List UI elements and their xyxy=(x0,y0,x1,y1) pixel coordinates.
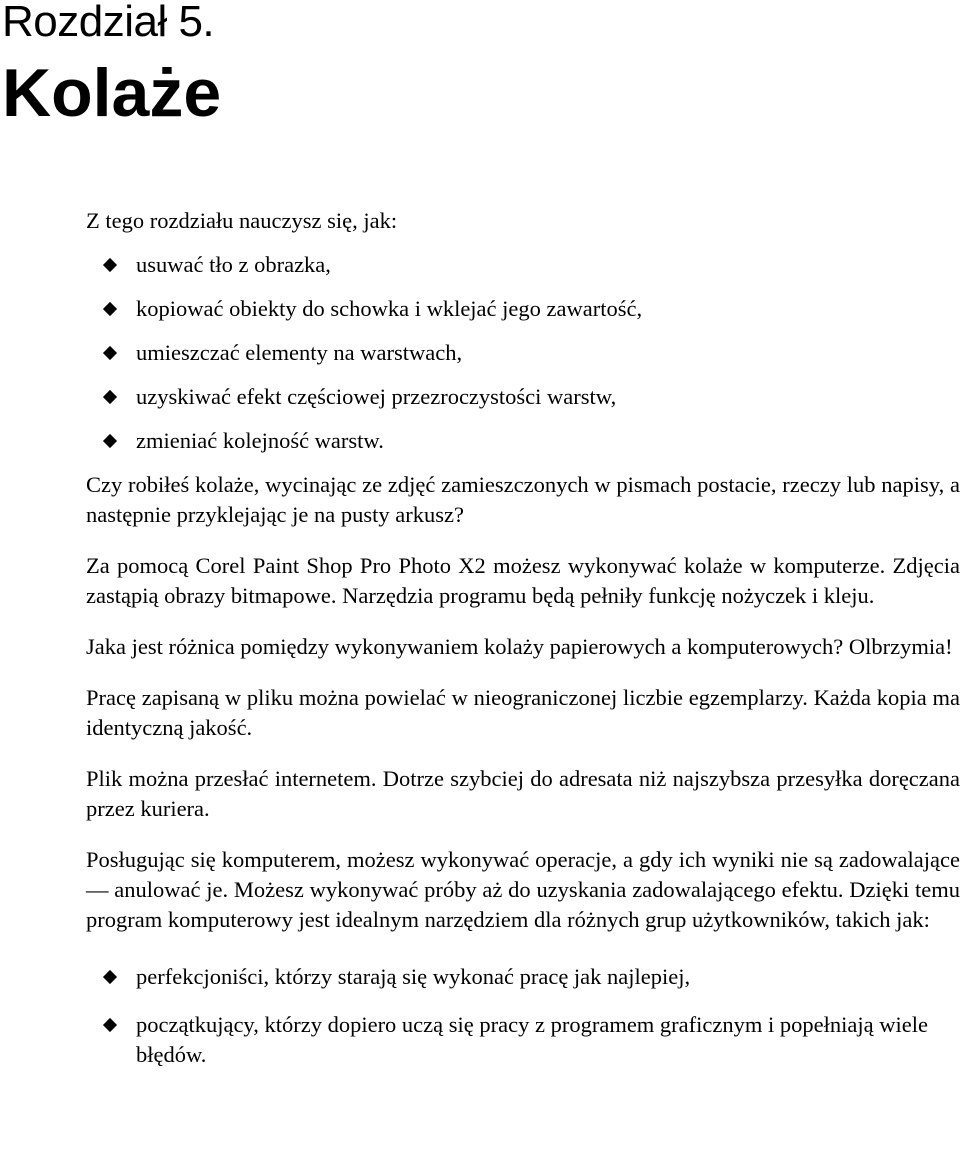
list-item xyxy=(86,1010,960,1070)
list-item xyxy=(86,338,960,368)
chapter-body xyxy=(86,206,960,1088)
paragraph: Plik można przesłać internetem. Dotrze szybciej do adresata niż najszybsza przesyłka doręczana przez kuriera. xyxy=(86,766,960,821)
paragraph: Jaka jest różnica pomiędzy wykonywaniem kolaży papierowych a komputerowych? Olbrzymia! xyxy=(86,634,953,659)
list-item xyxy=(86,294,960,324)
diamond-bullet-icon xyxy=(103,1018,117,1032)
paragraph: Czy robiłeś kolaże, wycinając ze zdjęć zamieszczonych w pismach postacie, rzeczy lub napisy, a następnie przyklejając je na pusty arkusz? xyxy=(86,472,960,527)
diamond-bullet-icon xyxy=(103,434,117,448)
objectives-intro: Z tego rozdziału nauczysz się, jak: xyxy=(86,208,398,233)
objective-text: kopiować obiekty do schowka i wklejać jego zawartość, xyxy=(136,296,643,321)
diamond-bullet-icon xyxy=(103,970,117,984)
list-item xyxy=(86,250,960,280)
user-groups-list xyxy=(86,962,960,1070)
paragraph: Pracę zapisaną w pliku można powielać w nieograniczonej liczbie egzemplarzy. Każda kopia ma identyczną jakość. xyxy=(86,685,960,740)
objective-text: usuwać tło z obrazka, xyxy=(136,252,331,277)
objectives-list xyxy=(86,250,960,456)
diamond-bullet-icon xyxy=(103,390,117,404)
user-group-text: perfekcjoniści, którzy starają się wykonać pracę jak najlepiej, xyxy=(136,964,691,989)
objective-text: umieszczać elementy na warstwach, xyxy=(136,340,463,365)
diamond-bullet-icon xyxy=(103,302,117,316)
diamond-bullet-icon xyxy=(103,346,117,360)
list-item xyxy=(86,382,960,412)
paragraph: Posługując się komputerem, możesz wykonywać operacje, a gdy ich wyniki nie są zadowalające — anulować je. Możesz wykonywać próby aż do uzyskania zadowalającego efektu. Dzięki temu program komputerowy jest idealnym narzędziem dla różnych grup użytkowników, takich jak: xyxy=(86,847,960,932)
objective-text: zmieniać kolejność warstw. xyxy=(136,428,384,453)
chapter-label: Rozdział 5. xyxy=(2,0,215,46)
chapter-title: Kolaże xyxy=(2,55,222,131)
objective-text: uzyskiwać efekt częściowej przezroczystości warstw, xyxy=(136,384,617,409)
list-item xyxy=(86,426,960,456)
paragraph: Za pomocą Corel Paint Shop Pro Photo X2 możesz wykonywać kolaże w komputerze. Zdjęcia zastąpią obrazy bitmapowe. Narzędzia programu będą pełniły funkcję nożyczek i kleju. xyxy=(86,553,960,608)
diamond-bullet-icon xyxy=(103,258,117,272)
list-item xyxy=(86,962,960,992)
user-group-text: początkujący, którzy dopiero uczą się pracy z programem graficznym i popełniają wiele błędów. xyxy=(136,1012,928,1067)
